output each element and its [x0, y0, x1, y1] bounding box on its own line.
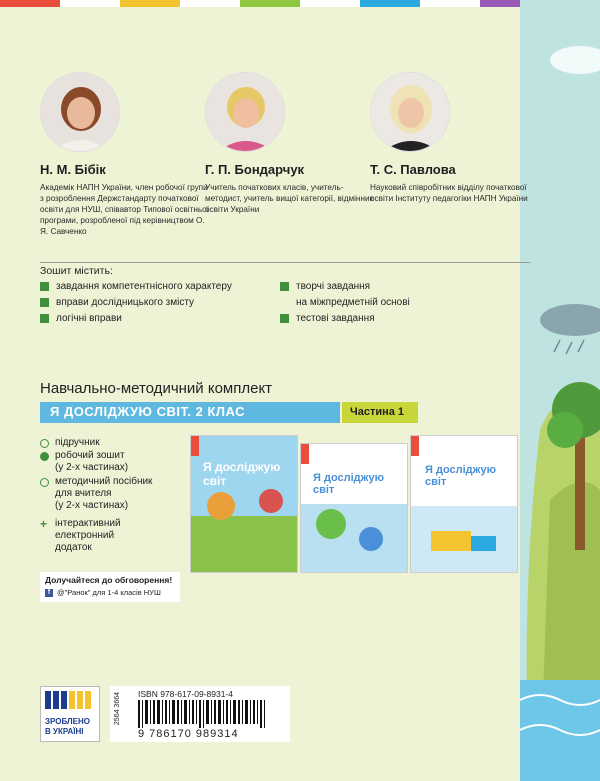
social-link[interactable]: f @"Ранок" для 1-4 класів НУШ [45, 588, 175, 597]
kit-title: Навчально-методичний комплект [40, 380, 273, 397]
stripes-logo-icon [45, 691, 95, 709]
author-description: Учитель початкових класів, учитель-методист, учитель вищої категорії, відмінник освіти України [205, 183, 374, 214]
barcode-number: 9 786170 989314 [138, 728, 239, 740]
barcode [110, 686, 290, 742]
divider [40, 262, 530, 263]
circle-outline-icon [40, 439, 49, 448]
contents-title: Зошит містить: [40, 265, 113, 277]
book-cover-workbook [300, 443, 408, 573]
kit-item-interactive: + інтерактивний електронний додаток [40, 517, 121, 553]
book-title: Я досліджую світ [203, 460, 281, 488]
book-title: Я досліджую світ [425, 464, 496, 488]
circle-filled-icon [40, 452, 49, 461]
author-photo [370, 72, 450, 152]
author-photo [205, 72, 285, 152]
kit-item-workbook: робочий зошит (у 2-х частинах) [40, 450, 190, 474]
contents-item: вправи дослідницького змісту [40, 296, 194, 310]
facebook-icon: f [45, 589, 53, 597]
social-callout [40, 572, 180, 602]
barcode-bars [138, 700, 278, 728]
author-bondarchuk [205, 72, 375, 215]
kit-item-textbook: підручник [40, 437, 190, 449]
contents-item: логічні вправи [40, 312, 122, 326]
book-cover-guide [410, 435, 518, 573]
contents-item: творчі завдання [280, 280, 370, 294]
contents-item: тестові завдання [280, 312, 375, 326]
contents-item-continued: на міжпредметній основі [296, 297, 410, 308]
made-in-ukraine-badge [40, 686, 100, 742]
author-name: Г. П. Бондарчук [205, 162, 305, 177]
kit-banner: Я ДОСЛІДЖУЮ СВІТ. 2 КЛАС [40, 402, 340, 423]
plus-icon: + [40, 517, 48, 531]
author-description: Академік НАПН України, член робочої групи з розроблення Держстандарту початкової освіти для НУШ, співавтор Типової освітньої програми, розробленої під керівництвом О. Я. Савченко [40, 183, 209, 236]
square-bullet-icon [280, 314, 289, 323]
social-title: Долучайтеся до обговорення! [45, 575, 173, 585]
author-bibik [40, 72, 210, 237]
book-cover-textbook [190, 435, 298, 573]
kit-item-teacher-guide: методичний посібник для вчителя (у 2-х частинах) [40, 476, 190, 512]
author-photo [40, 72, 120, 152]
part-badge: Частина 1 [342, 402, 418, 423]
author-description: Науковий співробітник відділу початкової освіти Інституту педагогіки НАПН України [370, 183, 528, 203]
barcode-side-number: 2564 3664 [114, 692, 121, 726]
book-title: Я досліджую світ [313, 472, 384, 496]
author-name: Т. С. Павлова [370, 162, 456, 177]
square-bullet-icon [280, 282, 289, 291]
made-in-text: ЗРОБЛЕНО В УКРАЇНІ [45, 717, 90, 736]
contents-item: завдання компетентнісного характеру [40, 280, 232, 294]
square-bullet-icon [40, 298, 49, 307]
author-name: Н. М. Бібік [40, 162, 106, 177]
top-color-stripe [0, 0, 600, 7]
isbn-text: ISBN 978-617-09-8931-4 [138, 689, 233, 699]
square-bullet-icon [40, 282, 49, 291]
author-pavlova [370, 72, 540, 204]
square-bullet-icon [40, 314, 49, 323]
circle-outline-icon [40, 478, 49, 487]
